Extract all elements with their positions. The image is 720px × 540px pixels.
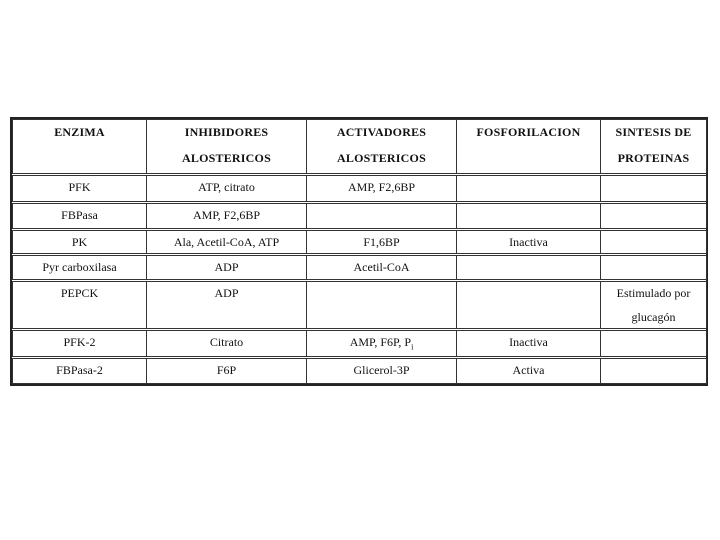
cell-enzima: PFK	[13, 175, 147, 203]
table-row	[13, 357, 707, 383]
cell-sintesis: Estimulado por glucagón	[601, 280, 707, 329]
cell-activadores: AMP, F6P, $P_i$	[307, 330, 457, 358]
cell-sintesis	[601, 229, 707, 254]
table-row	[13, 280, 707, 329]
cell-enzima: FBPasa	[13, 203, 147, 229]
cell-fosforilacion: Activa	[457, 357, 601, 383]
cell-inhibidores: ATP, citrato	[147, 175, 307, 203]
cell-sintesis	[601, 175, 707, 203]
cell-sintesis	[601, 203, 707, 229]
table-row	[13, 330, 707, 358]
cell-enzima: Pyr carboxilasa	[13, 254, 147, 280]
cell-activadores	[307, 280, 457, 329]
table-row	[13, 203, 707, 229]
cell-inhibidores: Ala, Acetil-CoA, ATP	[147, 229, 307, 254]
cell-fosforilacion	[457, 203, 601, 229]
cell-sintesis	[601, 330, 707, 358]
cell-activadores: F1,6BP	[307, 229, 457, 254]
cell-inhibidores: AMP, F2,6BP	[147, 203, 307, 229]
cell-activadores: Acetil-CoA	[307, 254, 457, 280]
cell-fosforilacion: Inactiva	[457, 229, 601, 254]
cell-fosforilacion	[457, 280, 601, 329]
cell-enzima: PK	[13, 229, 147, 254]
header-inhibidores: INHIBIDORES ALOSTERICOS	[147, 120, 307, 175]
regulation-table-frame	[10, 117, 708, 386]
cell-inhibidores: F6P	[147, 357, 307, 383]
table-row	[13, 175, 707, 203]
cell-inhibidores: ADP	[147, 254, 307, 280]
table-header-row	[13, 120, 707, 175]
header-enzima: ENZIMA	[13, 120, 147, 175]
cell-fosforilacion	[457, 175, 601, 203]
cell-activadores	[307, 203, 457, 229]
table-row	[13, 229, 707, 254]
cell-fosforilacion	[457, 254, 601, 280]
table-row	[13, 254, 707, 280]
cell-fosforilacion: Inactiva	[457, 330, 601, 358]
cell-activadores: Glicerol-3P	[307, 357, 457, 383]
header-fosforilacion: FOSFORILACION	[457, 120, 601, 175]
cell-enzima: FBPasa-2	[13, 357, 147, 383]
cell-enzima: PFK-2	[13, 330, 147, 358]
header-sintesis: SINTESIS DE PROTEINAS	[601, 120, 707, 175]
cell-enzima: PEPCK	[13, 280, 147, 329]
cell-inhibidores: ADP	[147, 280, 307, 329]
cell-sintesis	[601, 357, 707, 383]
cell-activadores: AMP, F2,6BP	[307, 175, 457, 203]
header-activadores: ACTIVADORES ALOSTERICOS	[307, 120, 457, 175]
cell-sintesis	[601, 254, 707, 280]
enzyme-regulation-table	[12, 119, 707, 384]
cell-inhibidores: Citrato	[147, 330, 307, 358]
